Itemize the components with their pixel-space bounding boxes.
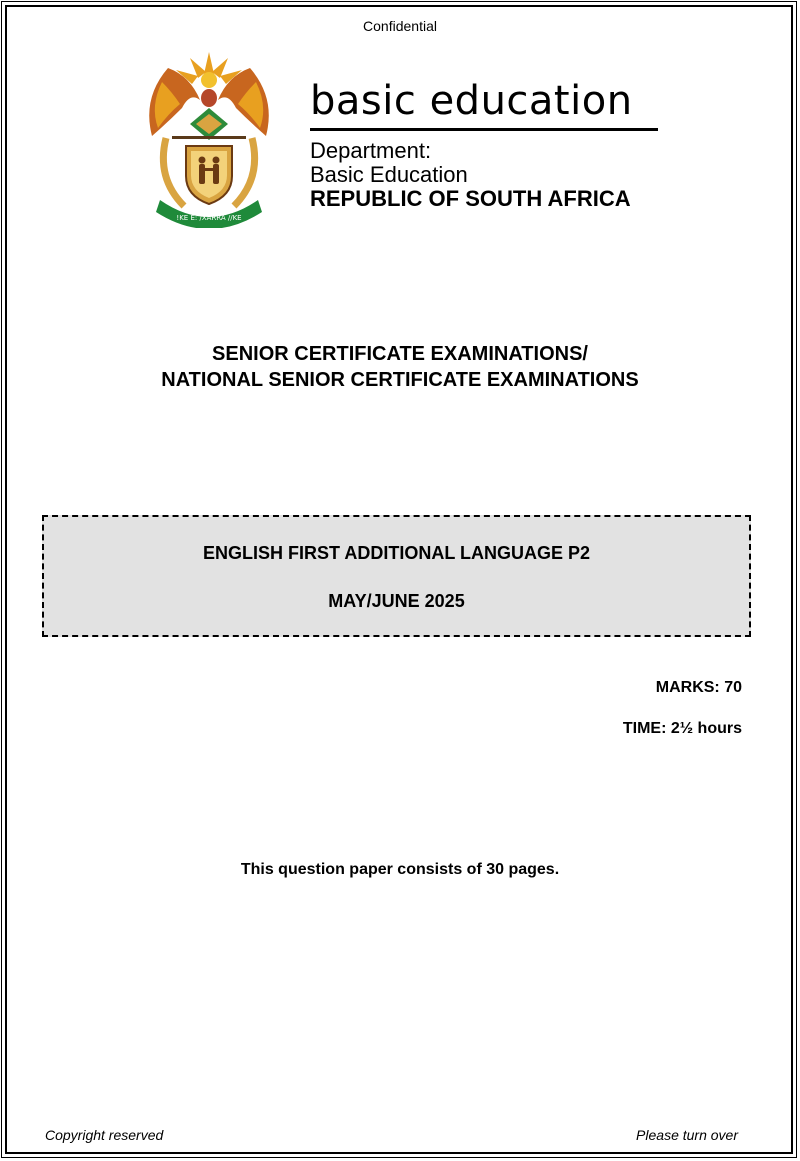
brand-divider — [310, 128, 658, 131]
classification-label: Confidential — [363, 18, 437, 34]
subject-box — [42, 515, 751, 637]
exam-heading-line2: NATIONAL SENIOR CERTIFICATE EXAMINATIONS — [161, 369, 639, 391]
exam-session: MAY/JUNE 2025 — [328, 591, 465, 611]
crest-motto: !KE E: /XARRA //KE — [176, 214, 242, 222]
department-name: Basic Education — [310, 162, 468, 187]
coat-of-arms-icon — [138, 48, 280, 228]
exam-heading-line1: SENIOR CERTIFICATE EXAMINATIONS/ — [212, 343, 588, 365]
time-label: TIME: 2½ hours — [622, 720, 742, 737]
marks-label: MARKS: 70 — [655, 679, 742, 696]
subject-name: ENGLISH FIRST ADDITIONAL LANGUAGE P2 — [202, 543, 591, 563]
department-label: Department: — [310, 138, 432, 163]
page-count-note: This question paper consists of 30 pages. — [240, 861, 560, 878]
turn-over-footer: Please turn over — [636, 1127, 738, 1143]
country-name: REPUBLIC OF SOUTH AFRICA — [310, 186, 631, 211]
brand-title: basic education — [310, 78, 633, 124]
copyright-footer: Copyright reserved — [45, 1127, 164, 1143]
